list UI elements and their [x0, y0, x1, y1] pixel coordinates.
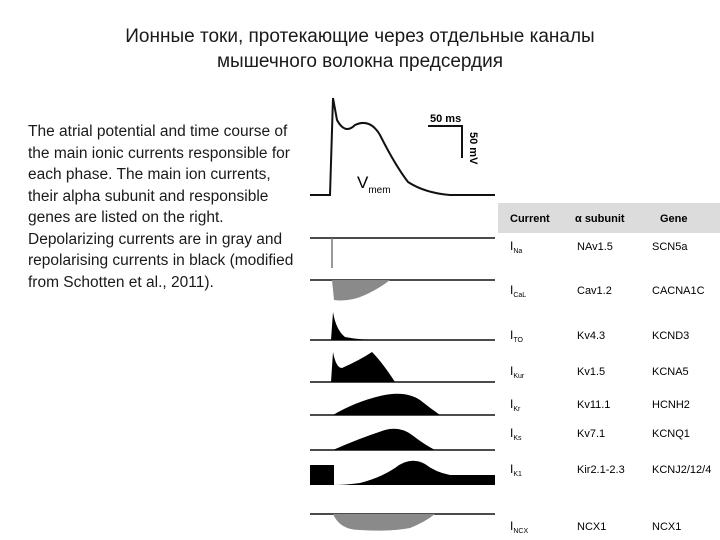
vmem-label: $V_{mem}$ — [357, 173, 391, 196]
row-gene: KCNJ2/12/4 — [652, 464, 712, 476]
description-text: The atrial potential and time course of the main ionic currents responsible for each phase. The main ion currents, their alpha subunit and responsible genes are listed on the right. Depolarizing currents are in gray and repolarising currents in black (modified from Schotten et al., 2011). — [28, 123, 294, 291]
figure-svg — [300, 90, 720, 540]
ikur-trace — [310, 352, 495, 382]
ito-trace — [310, 312, 495, 340]
ina-trace — [310, 238, 495, 268]
ik1-trace — [310, 461, 495, 485]
row-alpha-subunit: NAv1.5 — [577, 241, 613, 253]
row-alpha-subunit: Kv7.1 — [577, 428, 606, 440]
iks-trace — [310, 429, 495, 450]
row-current: $I_{CaL}$ — [510, 283, 527, 299]
row-gene: NCX1 — [652, 521, 682, 533]
ionic-currents-figure — [300, 90, 720, 540]
row-current: $I_{TO}$ — [510, 328, 523, 344]
row-gene: KCND3 — [652, 330, 690, 342]
row-current: $I_{Ks}$ — [510, 426, 522, 442]
header-alpha: α subunit — [575, 213, 625, 225]
row-current: $I_{Kur}$ — [510, 364, 525, 380]
row-gene: KCNQ1 — [652, 428, 690, 440]
row-current: $I_{Kr}$ — [510, 397, 521, 413]
row-alpha-subunit: Kir2.1-2.3 — [577, 464, 625, 476]
row-gene: HCNH2 — [652, 399, 690, 411]
row-gene: CACNA1C — [652, 285, 705, 297]
row-alpha-subunit: NCX1 — [577, 521, 607, 533]
row-gene: SCN5a — [652, 241, 688, 253]
row-current: $I_{Na}$ — [510, 239, 523, 255]
scale-bar — [428, 113, 479, 165]
row-gene: KCNA5 — [652, 366, 689, 378]
row-current: $I_{NCX}$ — [510, 519, 529, 535]
header-gene: Gene — [660, 213, 688, 225]
table-rows — [510, 239, 711, 535]
row-alpha-subunit: Kv11.1 — [577, 399, 611, 411]
ical-trace — [310, 280, 495, 300]
title-line-1: Ионные токи, протекающие через отдельные каналы — [125, 26, 595, 47]
row-alpha-subunit: Kv1.5 — [577, 366, 606, 378]
title-line-2: мышечного волокна предсердия — [216, 51, 504, 72]
ikr-trace — [310, 394, 495, 415]
row-alpha-subunit: Cav1.2 — [577, 285, 612, 297]
incx-trace — [310, 514, 495, 531]
header-current: Current — [510, 213, 550, 225]
row-alpha-subunit: Kv4.3 — [577, 330, 606, 342]
scale-voltage-label: 50 mV — [467, 132, 479, 165]
slide-title — [0, 24, 720, 74]
row-current: $I_{K1}$ — [510, 462, 522, 478]
scale-time-label: 50 ms — [430, 113, 462, 125]
channel-table — [498, 203, 720, 535]
